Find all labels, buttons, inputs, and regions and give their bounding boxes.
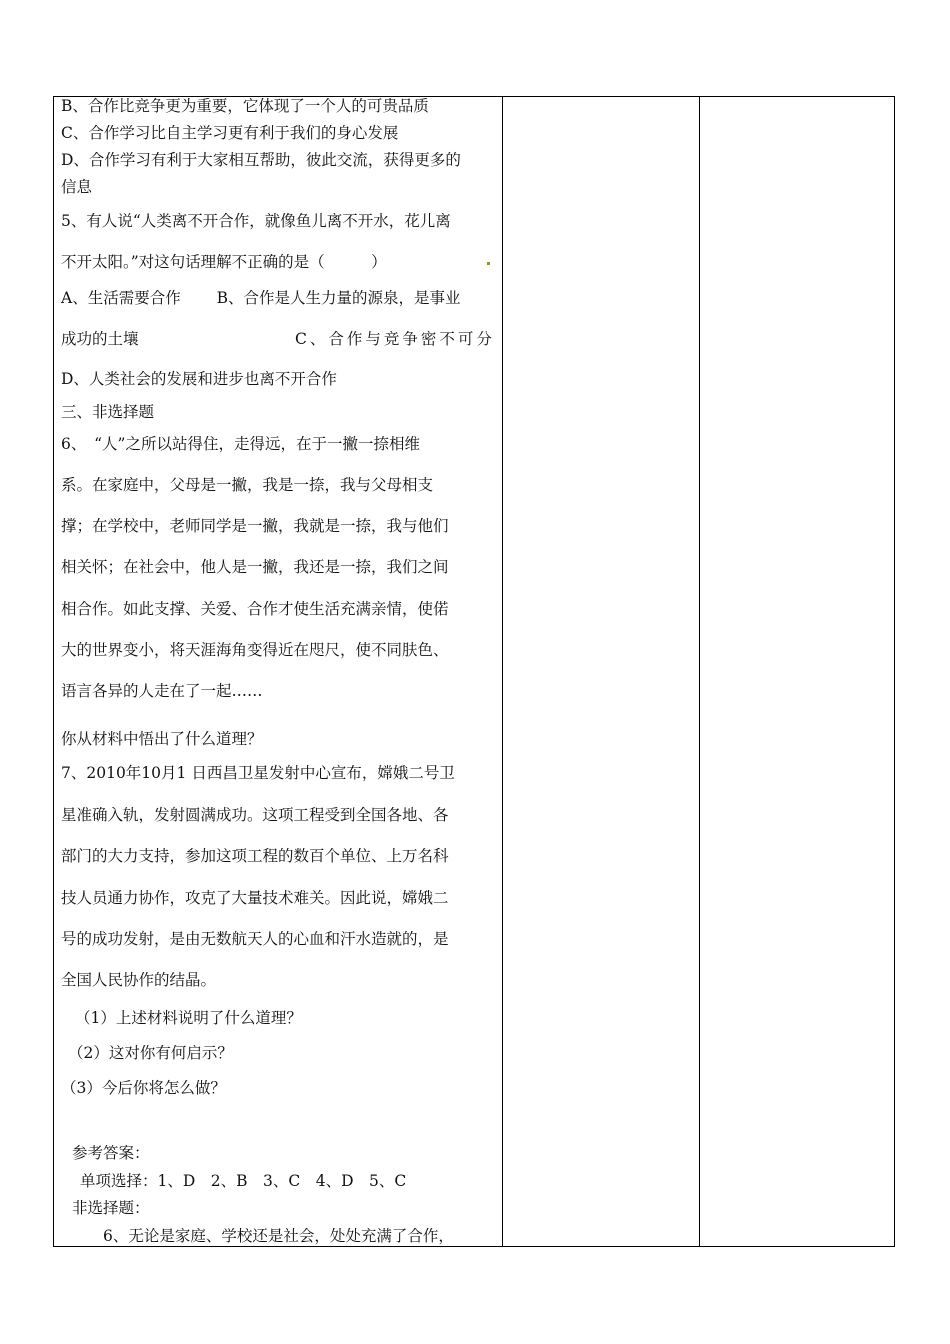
question-5-continued: 不开太阳。”对这句话理解不正确的是（ ） bbox=[61, 253, 387, 271]
question-5-option-c: C、合作与竞争密不可分 bbox=[295, 330, 495, 348]
question-6-line: 系。在家庭中，父母是一撇，我是一捺，我与父母相支 bbox=[61, 476, 434, 494]
question-7-line: 星准确入轨，发射圆满成功。这项工程受到全国各地、各 bbox=[61, 806, 449, 824]
question-7: 7、2010年10月1 日西昌卫星发射中心宣布，嫦娥二号卫 bbox=[61, 764, 455, 782]
question-6-line: 相关怀；在社会中，他人是一撇，我还是一捺，我们之间 bbox=[61, 558, 449, 576]
answers-heading: 参考答案： bbox=[72, 1144, 150, 1162]
column-divider bbox=[699, 97, 700, 1246]
question-6-line: 大的世界变小，将天涯海角变得近在咫尺，使不同肤色、 bbox=[61, 641, 449, 659]
answers-single-choice: 单项选择：1、D 2、B 3、C 4、D 5、C bbox=[80, 1172, 407, 1190]
column-divider bbox=[502, 97, 503, 1246]
answers-non-choice-heading: 非选择题： bbox=[72, 1199, 150, 1217]
section-heading: 三、非选择题 bbox=[61, 403, 155, 421]
question-7-line: 部门的大力支持，参加这项工程的数百个单位、上万名科 bbox=[61, 847, 449, 865]
question-6-line: 相合作。如此支撑、关爱、合作才使生活充满亲情，使偌 bbox=[61, 600, 449, 618]
question-5-options-a-b: A、生活需要合作 B、合作是人生力量的源泉，是事业 bbox=[61, 289, 461, 307]
option-d: D、合作学习有利于大家相互帮助，彼此交流，获得更多的 bbox=[61, 151, 461, 169]
question-5-option-b-continued: 成功的土壤 bbox=[61, 330, 139, 348]
question-6-line: 撑；在学校中，老师同学是一撇，我就是一捺，我与他们 bbox=[61, 517, 449, 535]
question-5: 5、有人说“人类离不开合作，就像鱼儿离不开水，花儿离 bbox=[61, 212, 451, 230]
answer-6: 6、无论是家庭、学校还是社会，处处充满了合作， bbox=[103, 1227, 454, 1245]
option-b: B、合作比竞争更为重要，它体现了一个人的可贵品质 bbox=[61, 97, 429, 115]
option-c: C、合作学习比自主学习更有利于我们的身心发展 bbox=[61, 124, 399, 142]
question-7-subquestion-3: （3）今后你将怎么做？ bbox=[61, 1079, 226, 1097]
question-7-subquestion-1: （1）上述材料说明了什么道理？ bbox=[75, 1009, 302, 1027]
option-d-continued: 信息 bbox=[61, 178, 93, 196]
question-6-line: 语言各异的人走在了一起…… bbox=[61, 682, 263, 700]
question-5-option-d: D、人类社会的发展和进步也离不开合作 bbox=[61, 370, 337, 388]
question-7-line: 号的成功发射，是由无数航天人的心血和汗水造就的，是 bbox=[61, 930, 449, 948]
stray-mark bbox=[487, 262, 490, 265]
question-6-prompt: 你从材料中悟出了什么道理？ bbox=[61, 730, 263, 748]
question-7-line: 技人员通力协作，攻克了大量技术难关。因此说，嫦娥二 bbox=[61, 889, 449, 907]
question-7-line: 全国人民协作的结晶。 bbox=[61, 971, 217, 989]
question-7-subquestion-2: （2）这对你有何启示？ bbox=[68, 1044, 233, 1062]
question-6: 6、 “人”之所以站得住，走得远，在于一撇一捺相维 bbox=[61, 435, 420, 453]
